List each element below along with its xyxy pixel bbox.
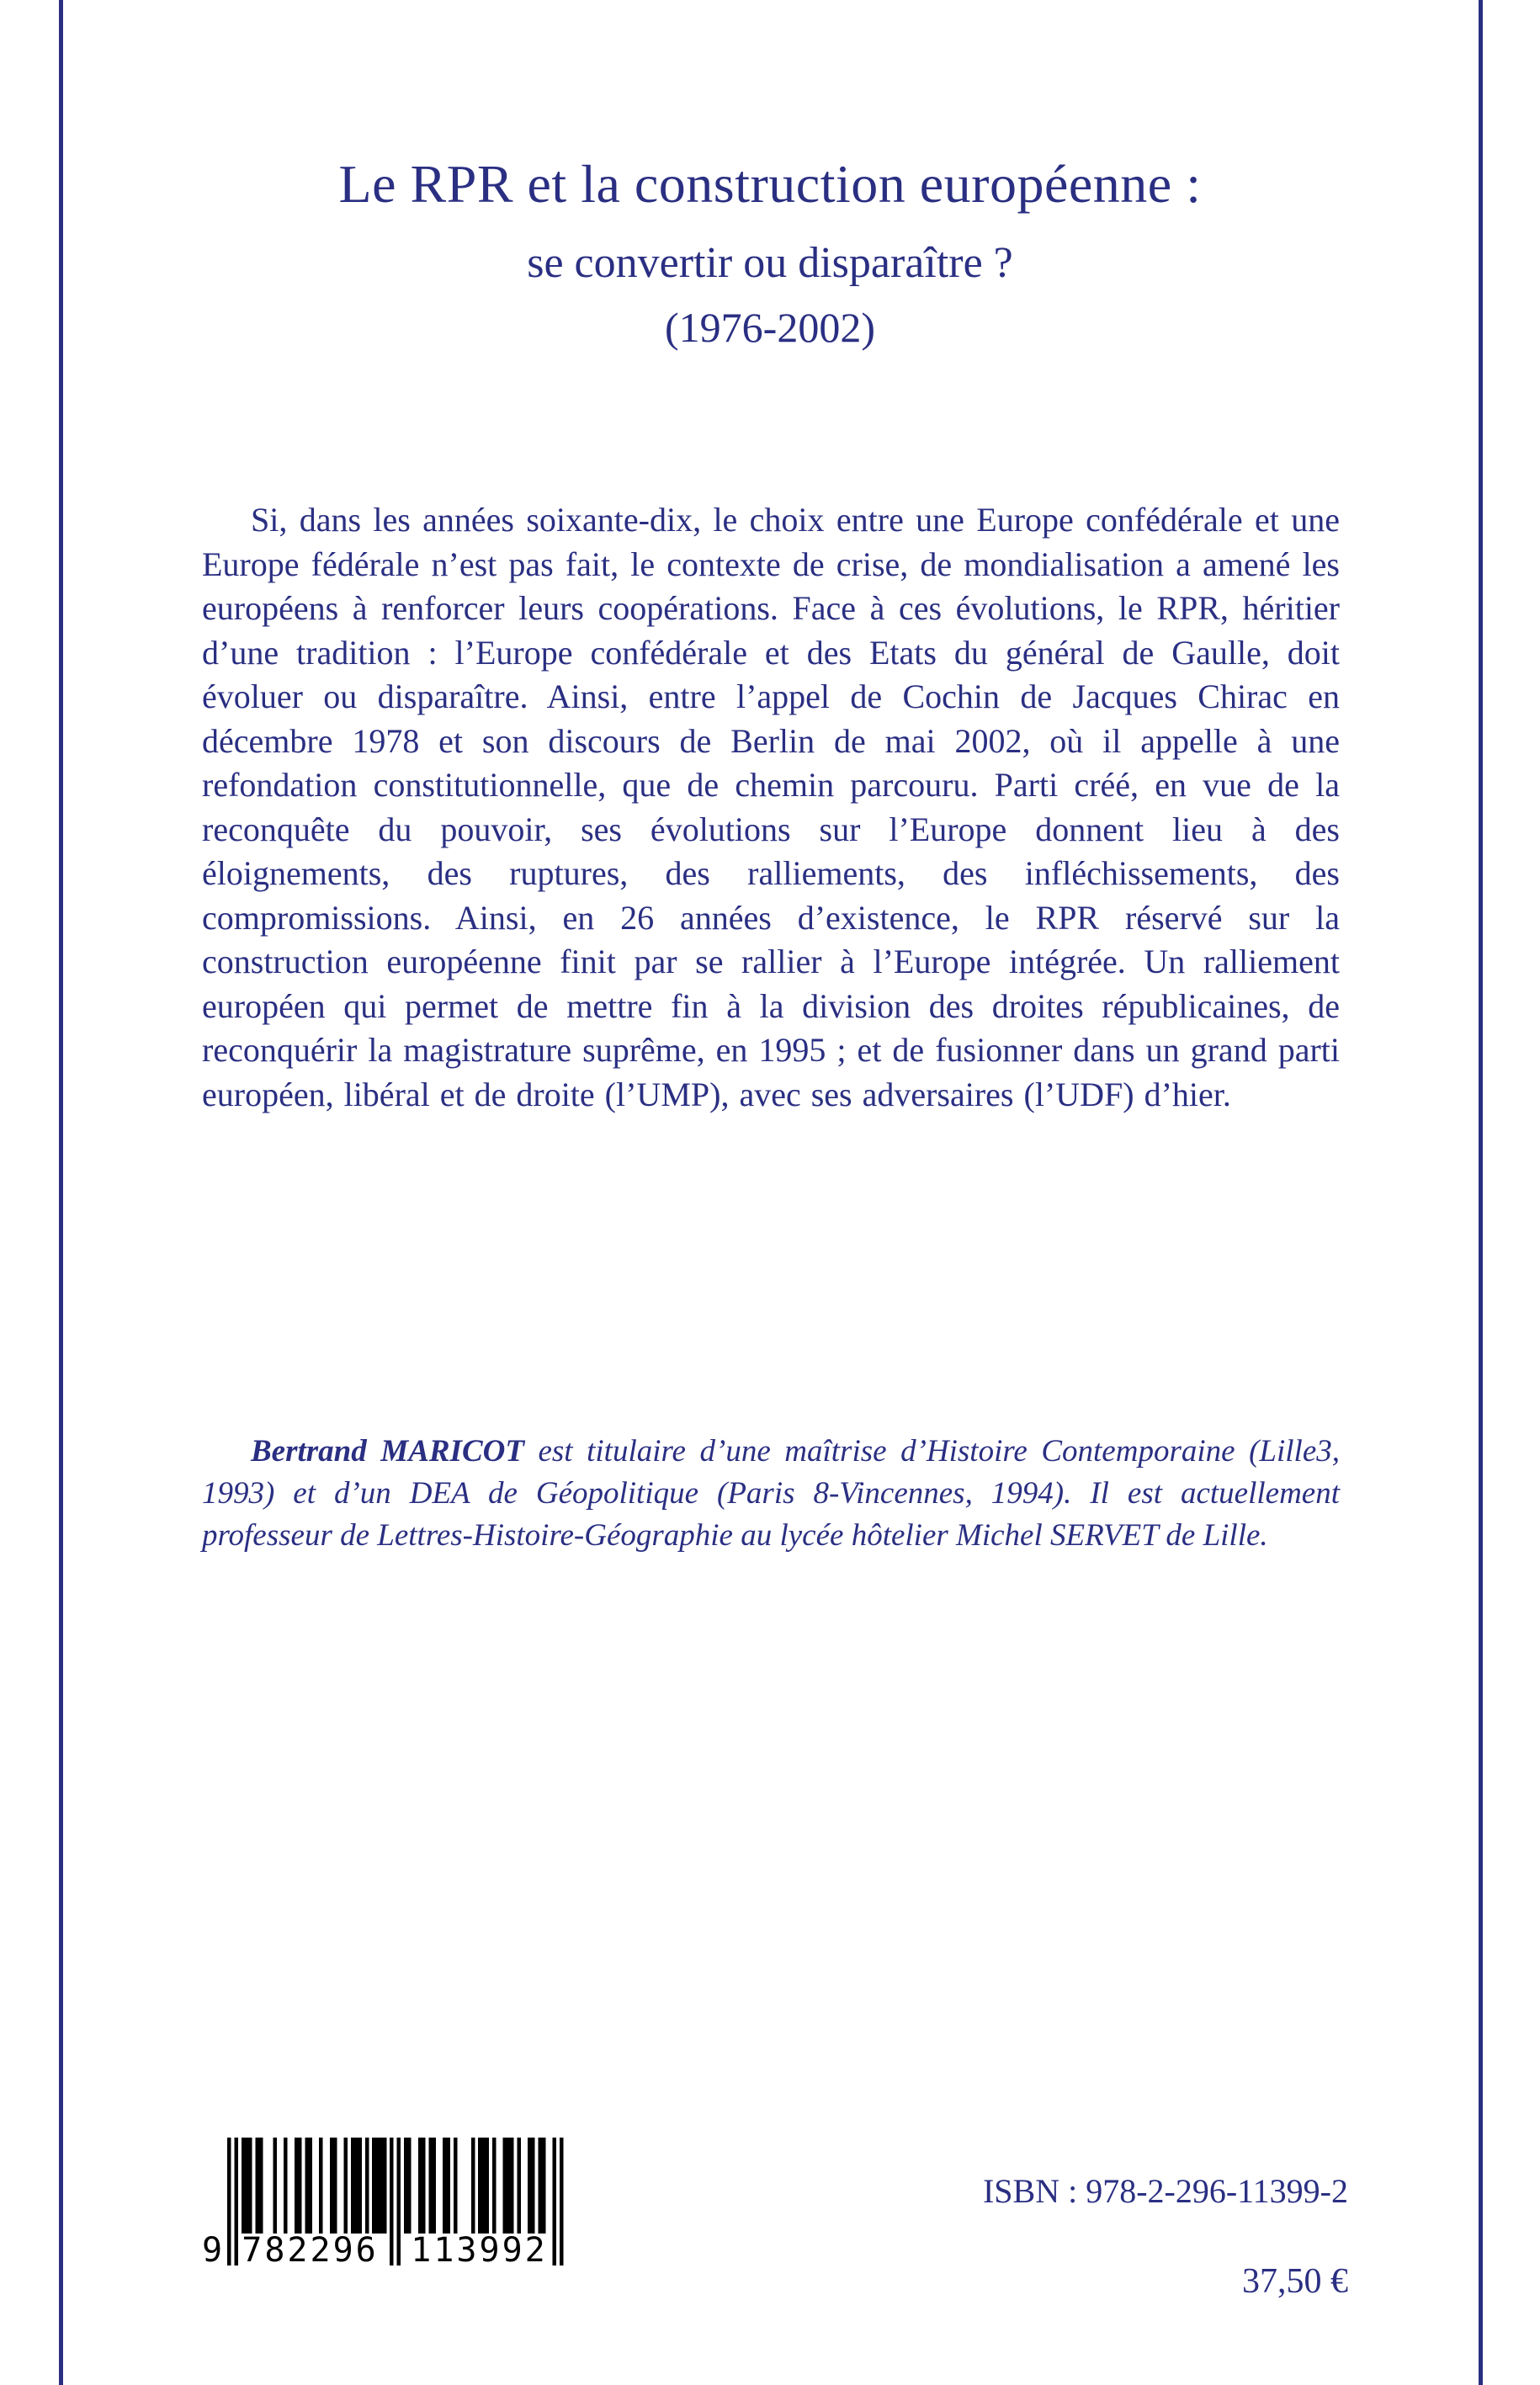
barcode-lead-digit: 9 (202, 2231, 223, 2270)
price-text: 37,50 € (1242, 2262, 1348, 2301)
barcode-group2: 113992 (411, 2231, 548, 2270)
author-bio-text: est titulaire d’une maîtrise d’Histoire Contemporaine (Lille3, 1993) et d’un DEA de Géopolitique (Paris 8-Vincennes, 1994). Il est actuellement professeur de Lettres-Histoire-Géographie au lycée hôtelier Michel SERVET de Lille. (202, 1434, 1340, 1553)
isbn-text: ISBN : 978-2-296-11399-2 (982, 2172, 1348, 2210)
ean13-barcode (202, 2138, 564, 2272)
isbn-price-block (983, 2171, 1348, 2303)
right-border-line (1479, 0, 1483, 2385)
book-years: (1976-2002) (665, 303, 875, 351)
author-name: Bertrand MARICOT (251, 1434, 524, 1469)
book-subtitle: se convertir ou disparaître ? (527, 239, 1013, 288)
barcode-digits (202, 2232, 564, 2272)
barcode-group1: 782296 (242, 2231, 379, 2270)
book-title: Le RPR et la construction européenne : (338, 154, 1202, 214)
author-bio-paragraph (202, 1431, 1340, 1557)
synopsis-paragraph: Si, dans les années soixante-dix, le choix entre une Europe confédérale et une Europe fédérale n’est pas fait, le contexte de crise, de mondialisation a amené les européens à renforcer leurs coopérations. Face à ces évolutions, le RPR, héritier d’une tradition : l’Europe confédérale et des Etats du général de Gaulle, doit évoluer ou disparaître. Ainsi, entre l’appel de Cochin de Jacques Chirac en décembre 1978 et son discours de Berlin de mai 2002, où il appelle à une refondation constitutionnelle, que de chemin parcouru. Parti créé, en vue de la reconquête du pouvoir, ses évolutions sur l’Europe donnent lieu à des éloignements, des ruptures, des ralliements, des infléchissements, des compromissions. Ainsi, en 26 années d’existence, le RPR réservé sur la construction européenne finit par se rallier à l’Europe intégrée. Un ralliement européen qui permet de mettre fin à la division des droites républicaines, de reconquérir la magistrature suprême, en 1995 ; et de fusionner dans un grand parti européen, libéral et de droite (l’UMP), avec ses adversaires (l’UDF) d’hier. (202, 501, 1340, 1113)
left-border-line (59, 0, 63, 2385)
title-block (101, 156, 1439, 349)
